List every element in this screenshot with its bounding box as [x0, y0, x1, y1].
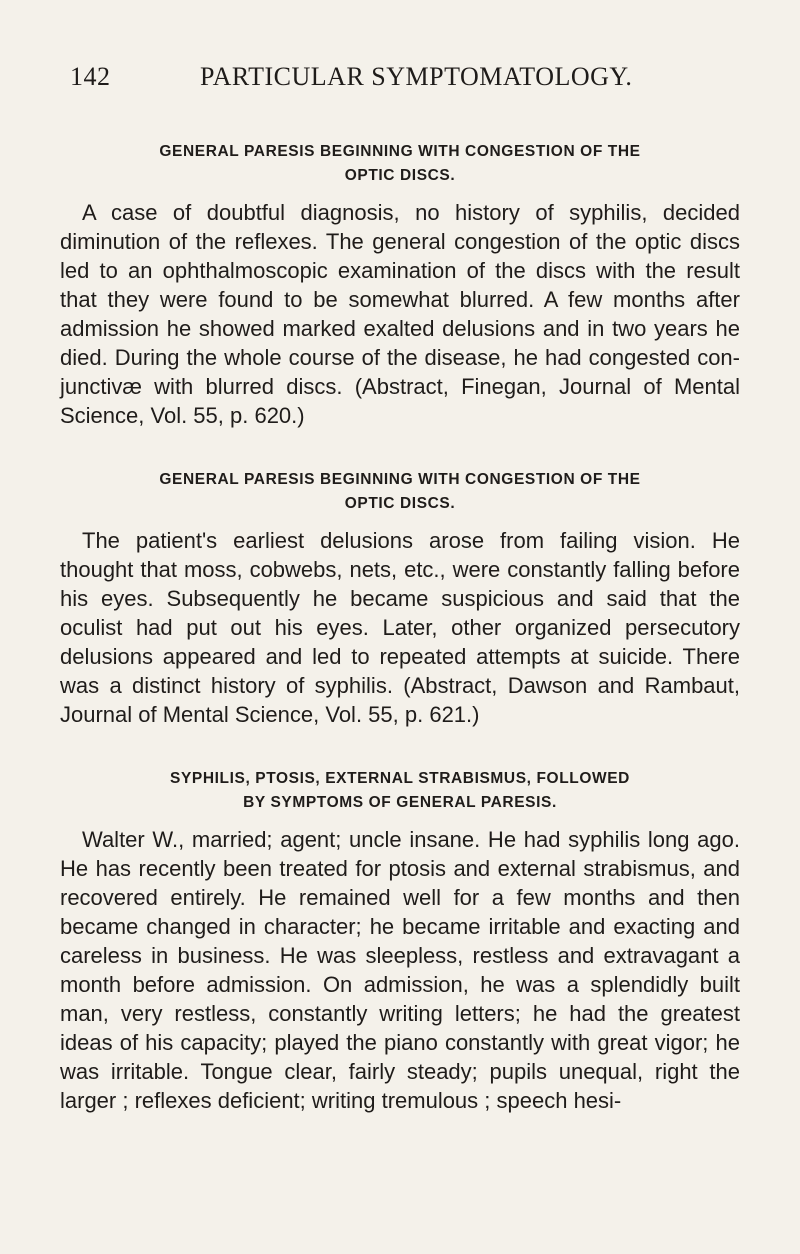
running-head: [60, 62, 740, 102]
case-section-1: [60, 140, 740, 430]
section-heading: [60, 468, 740, 516]
section-heading-line-1: GENERAL PARESIS BEGINNING WITH CONGESTION OF THE: [159, 143, 641, 160]
section-body: The patient's earliest delusions arose from failing vision. He thought that moss, cobwebs, nets, etc., were constantly falling before his eyes. Subsequently he became suspicious and said that the oculist had put out his eyes. Later, other organized persecutory delusions appeared and led to repeated attempts at suicide. There was a distinct history of syphilis. (Abstract, Dawson and Rambaut, Journal of Mental Science, Vol. 55, p. 621.): [60, 528, 740, 727]
section-heading-line-1: SYPHILIS, PTOSIS, EXTERNAL STRABISMUS, FOLLOWED: [170, 770, 630, 787]
section-heading-line-1: GENERAL PARESIS BEGINNING WITH CONGESTION OF THE: [159, 471, 641, 488]
section-heading: [60, 140, 740, 188]
section-body: Walter W., married; agent; uncle insane. He had syphilis long ago. He has recently been treated for ptosis and external strabismus, and recovered entirely. He remained well for a few months and then became changed in character; he became irritable and exacting and careless in business. He was sleepless, restless and extravagant a month before admission. On admission, he was a splendidly built man, very restless, constantly writing letters; he had the greatest ideas of his capacity; played the piano constantly with great vigor; he was irritable. Tongue clear, fairly steady; pupils unequal, right the larger ; reflexes deficient; writing tremulous ; speech hesi-: [60, 827, 740, 1113]
section-heading-line-2: BY SYMPTOMS OF GENERAL PARESIS.: [243, 794, 557, 811]
section-heading-line-2: OPTIC DISCS.: [344, 495, 456, 512]
page-number: 142: [70, 62, 111, 91]
section-body: A case of doubtful diagnosis, no history of syphilis, decided diminution of the reflexes. The general congestion of the optic discs led to an ophthalmoscopic examination of the discs with the result that they were found to be somewhat blurred. A few months after admission he showed marked exalted delusions and in two years he died. During the whole course of the disease, he had congested conjunctivæ with blurred discs. (Abstract, Finegan, Journal of Mental Science, Vol. 55, p. 620.): [60, 200, 740, 428]
case-section-2: [60, 468, 740, 729]
case-section-3: [60, 767, 740, 1115]
section-heading: [60, 767, 740, 815]
book-page: [60, 62, 740, 1137]
running-title: PARTICULAR SYMPTOMATOLOGY.: [200, 62, 633, 91]
section-heading-line-2: OPTIC DISCS.: [344, 167, 456, 184]
